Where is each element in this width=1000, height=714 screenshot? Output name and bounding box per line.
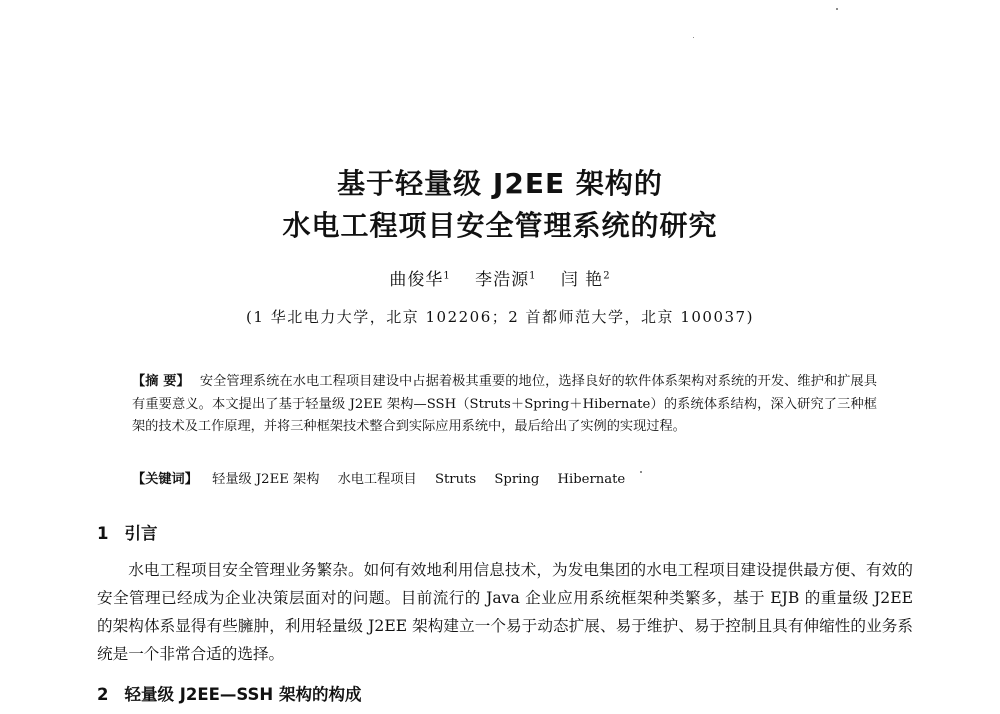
affiliations: (1 华北电力大学，北京 102206；2 首都师范大学，北京 100037) (246, 308, 754, 326)
abstract-label: 【摘 要】 (132, 374, 190, 389)
author-name: 闫 艳 (560, 270, 604, 290)
keywords (132, 469, 877, 491)
author-affil-mark: 1 (443, 270, 451, 282)
scan-speck (836, 8, 838, 10)
paper-title-line1: 基于轻量级 J2EE 架构的 (337, 167, 663, 200)
keyword: 轻量级 J2EE 架构 (212, 472, 320, 487)
keyword: Hibernate (557, 472, 626, 487)
section-title: 轻量级 J2EE—SSH 架构的构成 (124, 685, 362, 704)
section-title: 引言 (124, 524, 158, 543)
scan-speck (693, 37, 694, 38)
keyword: Struts (434, 472, 477, 487)
author-list (0, 265, 1000, 290)
abstract-text: 安全管理系统在水电工程项目建设中占据着极其重要的地位，选择良好的软件体系架构对系统的开发、维护和扩展具有重要意义。本文提出了基于轻量级 J2EE 架构—SSH（Struts＋Spring＋Hibernate）的系统体系结构，深入研究了三种框架的技术及工作原理，并将三种框架技术整合到实际应用系统中，最后给出了实例的实现过程。 (132, 374, 878, 434)
section-heading-1 (97, 520, 157, 544)
author-name: 李浩源 (475, 270, 530, 290)
section-number: 1 (97, 524, 109, 543)
author-affil-mark: 2 (603, 270, 611, 282)
section1-paragraph: 水电工程项目安全管理业务繁杂。如何有效地利用信息技术，为发电集团的水电工程项目建设提供最方便、有效的安全管理已经成为企业决策层面对的问题。目前流行的 Java 企业应用系统框架种类繁多，基于 EJB 的重量级 J2EE 的架构体系显得有些臃肿，利用轻量级 J2EE 架构建立一个易于动态扩展、易于维护、易于控制且具有伸缩性的业务系统是一个非常合适的选择。 (97, 561, 913, 663)
section-heading-2 (97, 681, 361, 705)
keyword: 水电工程项目 (337, 472, 417, 487)
abstract (132, 371, 877, 439)
paper-title-line2: 水电工程项目安全管理系统的研究 (282, 209, 718, 242)
author-name: 曲俊华 (389, 270, 444, 290)
author-affil-mark: 1 (529, 270, 537, 282)
section-number: 2 (97, 685, 109, 704)
scan-speck (640, 471, 642, 473)
keyword: Spring (494, 472, 540, 487)
keywords-label: 【关键词】 (132, 472, 198, 487)
